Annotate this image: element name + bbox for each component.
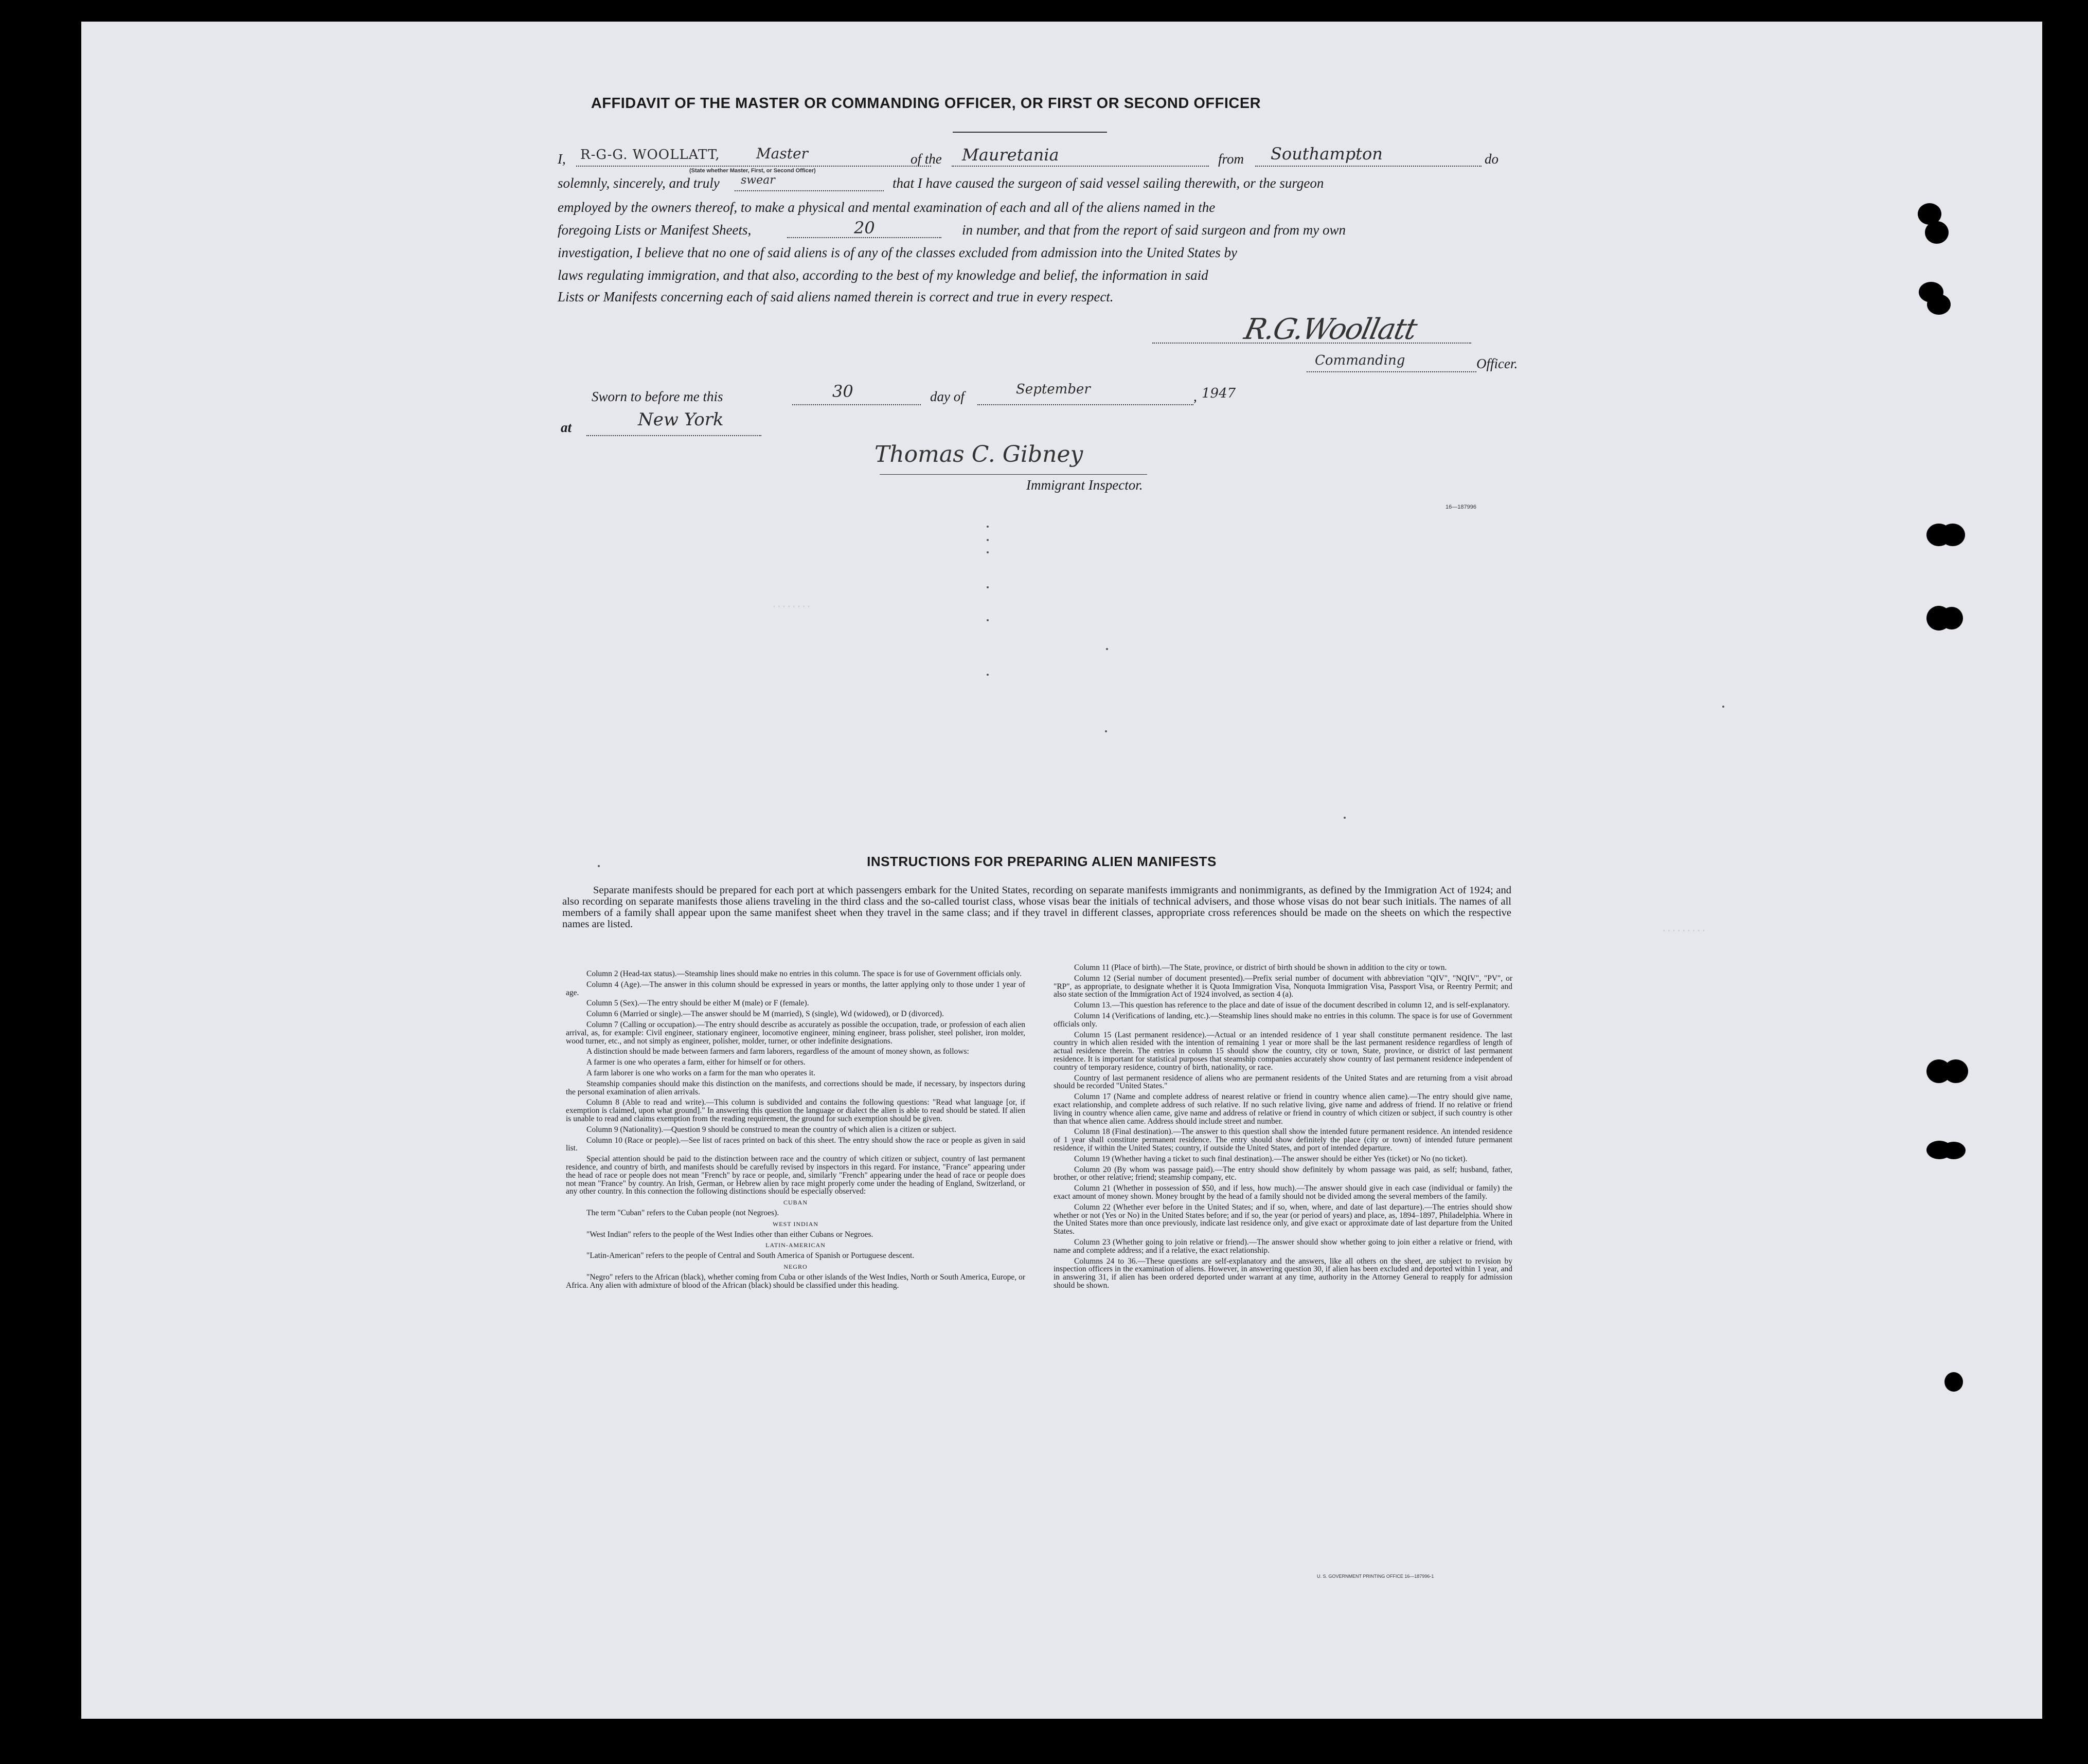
- instruction-paragraph: Column 13.—This question has reference to the place and date of issue of the document described in column 12, and is self-explanatory.: [1074, 1001, 1510, 1010]
- punch-hole: [1942, 1142, 1966, 1159]
- vessel-name: Mauretania: [962, 145, 1059, 165]
- affidavit-title: AFFIDAVIT OF THE MASTER OR COMMANDING OFFICER, OR FIRST OR SECOND OFFICER: [591, 95, 1261, 112]
- instruction-paragraph: Special attention should be paid to the distinction between race and the country of which citizen or subject, country of last permanent residence, and country of birth, and manifests should be carefully revised by inspectors in this regard. For instance, "France" appearing under the head of race or people does not mean "French" by race or people, and, similarly "French" appearing under the head of race or people does not mean "France" by country. An Irish, German, or Hebrew alien by race might properly come under the heading of England, Switzerland, or any other country. In this connection the following distinctions should be especially observed:: [566, 1155, 1025, 1196]
- signature-blank: [1152, 343, 1471, 344]
- sworn-day: 30: [832, 382, 853, 401]
- name-blank: [576, 166, 931, 167]
- master-name: R-G-G. WOOLLATT,: [580, 147, 720, 163]
- officer-blank: [1307, 371, 1476, 372]
- instruction-paragraph: Column 9 (Nationality).—Question 9 should be construed to mean the country of which alien is a citizen or subject.: [586, 1125, 956, 1134]
- punch-hole: [1927, 294, 1951, 315]
- punch-hole: [1943, 1059, 1968, 1083]
- day-of: day of: [930, 389, 965, 404]
- punch-hole: [1940, 607, 1963, 629]
- instruction-paragraph: Columns 24 to 36.—These questions are self-explanatory and the answers, like all others on the sheet, are subject to revision by inspection officers in the examination of aliens. However, in answering question 30, if alien has been excluded and deported within 1 year, and in answering 31, if alien has been ordered deported under warrant at any time, authority in the Attorney General to reapply for admission should be shown.: [1054, 1256, 1512, 1290]
- instruction-paragraph: Column 7 (Calling or occupation).—The entry should describe as accurately as possible the occupation, trade, or profession of each alien arrival, as, for example: Civil engineer, stationary engineer, locomotive engineer, mining engineer, brass polisher, steel polisher, iron molder, wood turner, etc., and not simply as engineer, polisher, molder, turner, or other indefinite designations.: [566, 1020, 1025, 1046]
- speck: [1106, 648, 1108, 650]
- instruction-paragraph: Column 12 (Serial number of document presented).—Prefix serial number of document with abbreviation "QIV", "NQIV", "PV", or "RP", as appropriate, to designate whether it is Quota Immigration Visa, Nonquota Immigration Visa, Passport Visa, or Reentry Permit; and also state section of the Immigration Act of 1924 involved, as section 4 (a).: [1054, 974, 1512, 999]
- affidavit-i: I,: [558, 151, 566, 167]
- punch-hole: [1944, 1372, 1963, 1392]
- port-name: Southampton: [1271, 144, 1383, 164]
- instruction-paragraph: Column 10 (Race or people).—See list of races printed on back of this sheet. The entry should show the race or people as given in said list.: [566, 1136, 1025, 1153]
- instruction-paragraph: "West Indian" refers to the people of the West Indies other than either Cubans or Negroes.: [586, 1230, 873, 1239]
- instruction-paragraph: Country of last permanent residence of aliens who are permanent residents of the United States and are returning from a visit abroad should be recorded "United States.": [1054, 1073, 1512, 1091]
- affidavit-line4a: foregoing Lists or Manifest Sheets,: [558, 222, 752, 238]
- instruction-paragraph: Column 4 (Age).—The answer in this column should be expressed in years or months, the latter applying only to those under 1 year of age.: [566, 980, 1025, 997]
- vessel-blank: [952, 166, 1209, 167]
- affidavit-line2b: that I have caused the surgeon of said vessel sailing therewith, or the surgeon: [893, 175, 1324, 191]
- speck: [598, 865, 600, 867]
- oath-blank: [735, 190, 884, 191]
- instruction-paragraph: Column 18 (Final destination).—The answer to this question shall show the intended future permanent residence. An intended residence of 1 year shall constitute permanent residence. The entry should show definitely the place (city or town) of intended future permanent residence, if within the United States; country, if outside the United States, and port of intended departure.: [1054, 1127, 1512, 1153]
- instruction-paragraph: A farm laborer is one who works on a farm for the man who operates it.: [586, 1068, 816, 1077]
- oath-word: swear: [741, 174, 775, 187]
- bleed-through-text: ········: [772, 602, 812, 611]
- section-heading: CUBAN: [783, 1199, 808, 1207]
- title-rule: [953, 132, 1107, 133]
- year-comma: ,: [1193, 389, 1197, 404]
- instruction-paragraph: A distinction should be made between farmers and farm laborers, regardless of the amount of money shown, as follows:: [586, 1047, 969, 1056]
- speck: [987, 586, 989, 588]
- speck: [987, 526, 989, 528]
- officer-rank: Commanding: [1315, 353, 1405, 368]
- printing-footer: U. S. GOVERNMENT PRINTING OFFICE 16—187996-1: [1317, 1574, 1434, 1579]
- instruction-paragraph: Column 6 (Married or single).—The answer should be M (married), S (single), Wd (widowed), or D (divorced).: [586, 1010, 944, 1019]
- speck: [1722, 706, 1724, 708]
- port-blank: [1255, 166, 1482, 167]
- speck: [987, 674, 989, 676]
- sworn-month: September: [1016, 382, 1091, 397]
- day-blank: [792, 404, 921, 405]
- affidavit-do: do: [1485, 151, 1498, 167]
- instruction-paragraph: The term "Cuban" refers to the Cuban people (not Negroes).: [586, 1208, 779, 1217]
- instructions-intro: Separate manifests should be prepared for each port at which passengers embark for the United States, recording on separate manifests immigrants and nonimmigrants, as defined by the Immigration Act of 1924; and also recording on separate manifests those aliens traveling in the third class and the so-called tourist class, whose visas bear the initials of technical advisers, and those whose visas do not bear such initials. The names of all members of a family shall appear upon the same manifest sheet when they travel in the same class; and if they travel in different classes, appropriate cross references should be made on the sheets on which the respective names are listed.: [562, 885, 1511, 930]
- speck: [987, 619, 989, 621]
- month-blank: [977, 404, 1193, 405]
- officer-label: Officer.: [1476, 356, 1518, 371]
- inspector-label: Immigrant Inspector.: [1026, 477, 1143, 493]
- instruction-paragraph: Column 5 (Sex).—The entry should be either M (male) or F (female).: [586, 999, 809, 1008]
- instruction-paragraph: Column 17 (Name and complete address of nearest relative or friend in country whence alien came).—The entry should give name, exact relationship, and complete address of such relative. If no such relative living, give name and address of friend. If no relative or friend living in country whence alien came, give name and address of relative or friend in country of which citizen or subject, if such country is other than that whence alien came. Address should include street and number.: [1054, 1092, 1512, 1126]
- instruction-paragraph: Column 8 (Able to read and write).—This column is subdivided and contains the following questions: "Read what language [or, if exemption is claimed, upon what ground]." In answering this question the language or dialect the alien is able to read should be stated. If alien is unable to read and claims exemption from the reading requirement, the ground for such exemption should be given.: [566, 1098, 1025, 1123]
- master-signature: R.G.Woollatt: [1241, 313, 1419, 346]
- instructions-left-column: [566, 970, 1025, 1292]
- master-rank: Master: [756, 145, 808, 162]
- speck: [987, 551, 989, 553]
- instruction-paragraph: Column 22 (Whether ever before in the United States; and if so, when, where, and date of last departure).—The entries should show whether or not (Yes or No) in the United States before; and if so, the year (or period of years) and place, as, 1894–1897, Philadelphia. Where in the United States more than once previously, indicate last residence only, and give exact or approximate date of last departure from the United States.: [1054, 1202, 1512, 1236]
- instructions-right-column: [1054, 964, 1512, 1292]
- at-label: at: [561, 420, 572, 435]
- affidavit-line7: Lists or Manifests concerning each of said aliens named therein is correct and true in every respect.: [558, 289, 1114, 304]
- bleed-through-text: ·········: [1662, 926, 1706, 935]
- instruction-paragraph: Column 11 (Place of birth).—The State, province, or district of birth should be shown in addition to the city or town.: [1074, 963, 1447, 972]
- sworn-year: 1947: [1202, 386, 1236, 401]
- punch-hole: [1940, 524, 1965, 546]
- affidavit-line6: laws regulating immigration, and that also, according to the best of my knowledge and belief, the information in said: [558, 267, 1208, 283]
- speck: [987, 539, 989, 541]
- affidavit-line5: investigation, I believe that no one of said aliens is of any of the classes excluded from admission into the United States by: [558, 245, 1238, 260]
- affidavit-line4b: in number, and that from the report of said surgeon and from my own: [962, 222, 1346, 238]
- state-note: (State whether Master, First, or Second Officer): [689, 168, 816, 174]
- section-heading: WEST INDIAN: [772, 1220, 819, 1228]
- affidavit-line2a: solemnly, sincerely, and truly: [558, 175, 720, 191]
- instruction-paragraph: Column 2 (Head-tax status).—Steamship lines should make no entries in this column. The space is for use of Government officials only.: [586, 969, 1022, 978]
- affidavit-from: from: [1218, 151, 1244, 167]
- instruction-paragraph: Column 20 (By whom was passage paid).—The entry should show definitely by whom passage was paid, as self; husband, father, brother, or other relative; friend; steamship company, etc.: [1054, 1165, 1512, 1182]
- sworn-place: New York: [638, 409, 724, 430]
- instruction-paragraph: Column 19 (Whether having a ticket to such final destination).—The answer should be either Yes (ticket) or No (no ticket).: [1074, 1154, 1468, 1163]
- instruction-paragraph: Steamship companies should make this distinction on the manifests, and corrections should be made, if necessary, by inspectors during the personal examination of alien arrivals.: [566, 1079, 1025, 1096]
- inspector-signature: Thomas C. Gibney: [875, 441, 1083, 467]
- instruction-paragraph: "Latin-American" refers to the people of Central and South America of Spanish or Portuguese descent.: [586, 1251, 915, 1261]
- form-number: 16—187996: [1445, 504, 1476, 510]
- sworn-text: Sworn to before me this: [592, 389, 723, 404]
- sheets-count: 20: [854, 218, 875, 238]
- speck: [1105, 730, 1107, 732]
- inspector-rule: [880, 474, 1147, 475]
- affidavit-of-the: of the: [911, 151, 942, 167]
- punch-hole: [1925, 221, 1949, 244]
- section-heading: LATIN-AMERICAN: [765, 1241, 826, 1249]
- place-blank: [586, 435, 761, 436]
- instructions-title: INSTRUCTIONS FOR PREPARING ALIEN MANIFESTS: [867, 854, 1217, 869]
- instruction-paragraph: Column 14 (Verifications of landing, etc.).—Steamship lines should make no entries in this column. The space is for use of Government officials only.: [1054, 1011, 1512, 1029]
- instruction-paragraph: Column 15 (Last permanent residence).—Actual or an intended residence of 1 year shall constitute permanent residence. The last country in which alien resided with the intention of remaining 1 year or more shall be the last permanent residence regardless of length of actual residence therein. The entries in column 15 should show the country, city or town, State, province, or district of last permanent residence. It is important for statistical purposes that steamship companies accurately show country of last permanent residence independent of country of temporary residence, country of birth, nationality, or race.: [1054, 1030, 1512, 1072]
- instruction-paragraph: A farmer is one who operates a farm, either for himself or for others.: [586, 1058, 806, 1067]
- instruction-paragraph: Column 21 (Whether in possession of $50, and if less, how much).—The answer should give in each case (individual or family) the exact amount of money shown. Money brought by the head of a family should not be divided among the several members of the family.: [1054, 1184, 1512, 1201]
- instruction-paragraph: "Negro" refers to the African (black), whether coming from Cuba or other islands of the West Indies, North or South America, Europe, or Africa. Any alien with admixture of blood of the African (black) should be classified under this heading.: [566, 1272, 1025, 1290]
- affidavit-line3: employed by the owners thereof, to make a physical and mental examination of each and all of the aliens named in the: [558, 200, 1216, 215]
- instruction-paragraph: Column 23 (Whether going to join relative or friend).—The answer should show whether going to join either a relative or friend, with name and complete address; and if a relative, the exact relationship.: [1054, 1237, 1512, 1255]
- speck: [1344, 817, 1346, 819]
- section-heading: NEGRO: [783, 1263, 808, 1270]
